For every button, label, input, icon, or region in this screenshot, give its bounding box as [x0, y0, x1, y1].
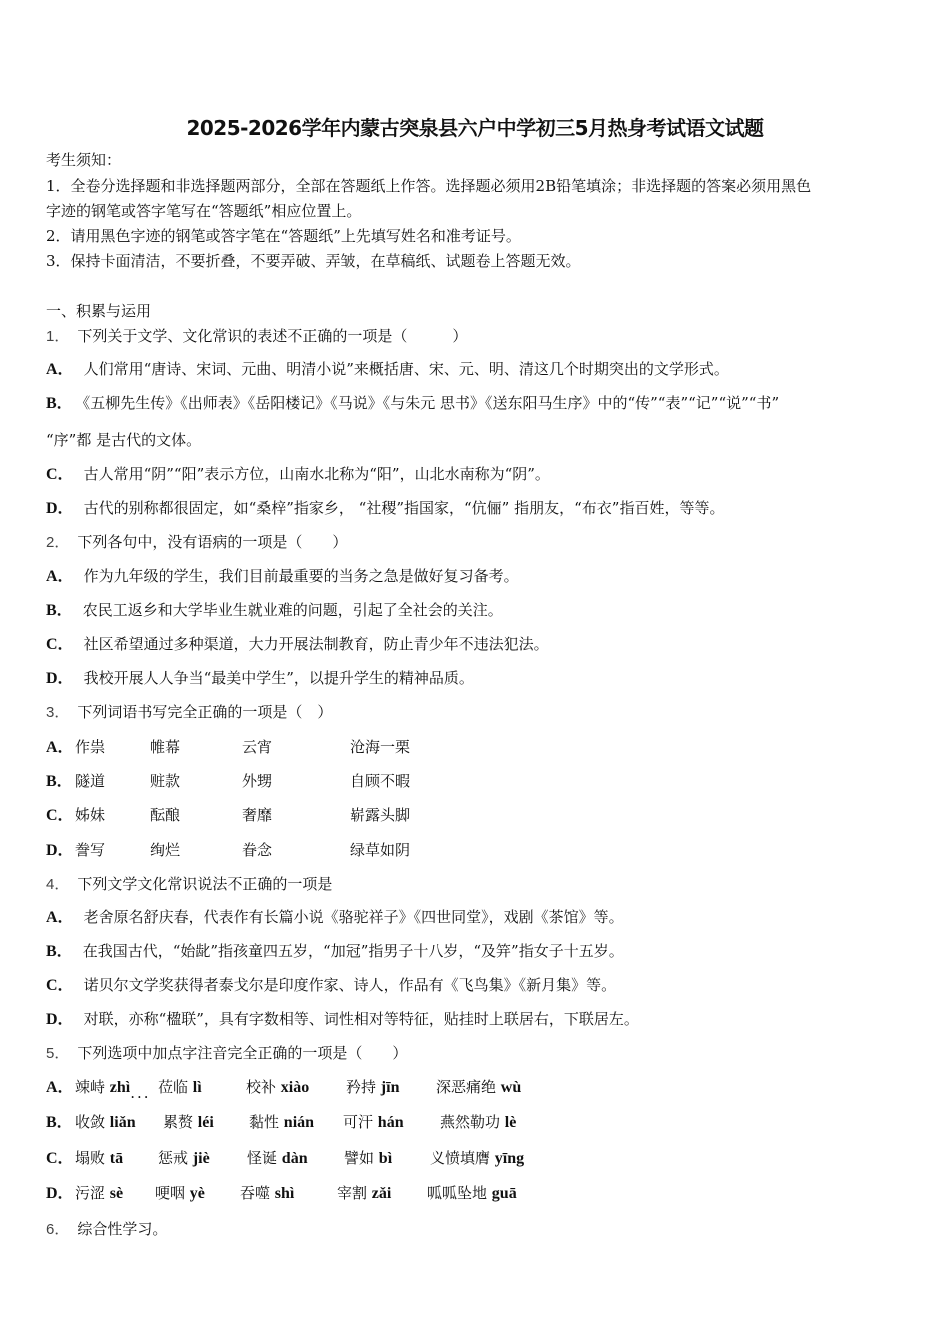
question-number: 6．	[46, 1221, 70, 1238]
option-label: D．	[46, 1185, 74, 1202]
pinyin-item	[427, 1183, 517, 1204]
option-word: 自顾不暇	[350, 772, 411, 790]
option-label: B．	[46, 943, 73, 960]
option-word: 云宵	[242, 738, 273, 756]
option-word: 帷幕	[150, 738, 181, 756]
option-label: C．	[46, 977, 74, 994]
option-label: C．	[46, 636, 74, 653]
option-label: A．	[46, 361, 74, 378]
option-a	[46, 359, 729, 380]
pinyin-item	[75, 1183, 123, 1204]
option-word: 崭露头脚	[350, 806, 411, 824]
question-text: 下列各句中，没有语病的一项是（ ）	[77, 533, 348, 551]
question-stem	[46, 532, 347, 553]
item-pinyin: léi	[197, 1114, 214, 1131]
option-label: C．	[46, 807, 74, 824]
option-label: B．	[46, 1114, 73, 1131]
option-word: 隧道	[75, 772, 106, 790]
pinyin-item	[155, 1183, 205, 1204]
option-label: D．	[46, 670, 74, 687]
notice-line: 2．请用黑色字迹的钢笔或答字笔在“答题纸”上先填写姓名和准考证号。	[46, 227, 521, 245]
option-word: 奢靡	[242, 806, 273, 824]
question-number: 5．	[46, 1045, 70, 1062]
question-text: 下列关于文学、文化常识的表述不正确的一项是（ ）	[77, 327, 468, 345]
pinyin-item	[240, 1183, 294, 1204]
option-word: 作祟	[75, 738, 106, 756]
option-label: C．	[46, 466, 74, 483]
pinyin-item	[75, 1077, 151, 1102]
question-stem	[46, 326, 467, 347]
option-d	[46, 840, 411, 861]
item-word: 累赘	[163, 1113, 194, 1131]
item-pinyin: jīn	[380, 1079, 400, 1096]
option-d	[46, 1183, 517, 1204]
item-word: 污涩	[75, 1184, 106, 1202]
item-pinyin: shì	[274, 1185, 295, 1202]
option-label: A．	[46, 568, 74, 585]
question-stem	[46, 1043, 407, 1064]
question-stem	[46, 874, 332, 895]
item-pinyin: tā	[109, 1150, 124, 1167]
item-word: 塌败	[75, 1149, 106, 1167]
option-label: A．	[46, 739, 74, 756]
option-c	[46, 1148, 525, 1169]
question-number: 1．	[46, 328, 70, 345]
item-word: 呱呱坠地	[427, 1184, 488, 1202]
option-word: 外甥	[242, 772, 273, 790]
option-label: B．	[46, 773, 73, 790]
option-text: 古人常用“阴”“阳”表示方位，山南水北称为“阳”，山北水南称为“阴”。	[83, 465, 550, 483]
question-text: 下列选项中加点字注音完全正确的一项是（ ）	[77, 1044, 408, 1062]
item-word: 义愤填膺	[430, 1149, 491, 1167]
item-word: 校补	[246, 1078, 277, 1096]
option-label: A．	[46, 1079, 74, 1096]
item-pinyin: nián	[283, 1114, 315, 1131]
item-word: 收敛	[75, 1113, 106, 1131]
question-text: 下列词语书写完全正确的一项是（ ）	[77, 703, 333, 721]
pinyin-item	[75, 1148, 123, 1169]
pinyin-item	[337, 1183, 391, 1204]
option-text: 《五柳先生传》《出师表》《岳阳楼记》《马说》《与朱元 思书》《送东阳马生序》中的“传”“表”“记”“说”“书”	[82, 394, 780, 412]
option-a	[46, 1077, 522, 1102]
notice-heading: 考生须知：	[46, 151, 122, 169]
option-c	[46, 975, 616, 996]
option-text: 对联，亦称“楹联”，具有字数相等、词性相对等特征，贴挂时上联居右，下联居左。	[83, 1010, 639, 1028]
pinyin-item	[440, 1112, 516, 1133]
pinyin-item	[430, 1148, 524, 1169]
option-text: 在我国古代，“始龀”指孩童四五岁，“加冠”指男子十八岁，“及笄”指女子十五岁。	[82, 942, 624, 960]
option-c	[46, 634, 549, 655]
item-pinyin: wù	[500, 1079, 522, 1096]
item-word: 宰割	[337, 1184, 368, 1202]
item-word: 莅临	[158, 1078, 189, 1096]
item-word: 譬如	[344, 1149, 375, 1167]
item-pinyin: sè	[109, 1185, 124, 1202]
option-b	[46, 600, 503, 621]
option-label: A．	[46, 909, 74, 926]
pinyin-item	[163, 1112, 214, 1133]
question-stem	[46, 1219, 167, 1240]
option-b	[46, 393, 779, 414]
option-word: 绿草如阴	[350, 841, 411, 859]
option-text: 老舍原名舒庆春，代表作有长篇小说《骆驼祥子》《四世同堂》，戏剧《茶馆》等。	[83, 908, 624, 926]
option-label: B．	[46, 395, 73, 412]
item-word: 黏性	[249, 1113, 280, 1131]
option-label: D．	[46, 1011, 74, 1028]
item-word: 哽咽	[155, 1184, 186, 1202]
option-c	[46, 805, 411, 826]
option-text: 我校开展人人争当“最美中学生”，以提升学生的精神品质。	[83, 669, 474, 687]
item-pinyin: xiào	[280, 1079, 310, 1096]
question-number: 3．	[46, 704, 70, 721]
pinyin-item	[75, 1112, 136, 1133]
option-a	[46, 907, 624, 928]
option-text: 社区希望通过多种渠道，大力开展法制教育，防止青少年不违法犯法。	[83, 635, 549, 653]
option-b	[46, 1112, 517, 1133]
notice-line: 字迹的钢笔或答字笔写在“答题纸”相应位置上。	[46, 202, 362, 220]
option-text: 人们常用“唐诗、宋词、元曲、明清小说”来概括唐、宋、元、明、清这几个时期突出的文学形式。	[83, 360, 729, 378]
emphasis-dots: ...	[130, 1084, 151, 1102]
item-pinyin: yè	[189, 1185, 205, 1202]
option-continuation: “序”都 是古代的文体。	[46, 431, 202, 449]
pinyin-item	[346, 1077, 399, 1098]
question-number: 4．	[46, 876, 70, 893]
item-word: 惩戒	[158, 1149, 189, 1167]
option-d	[46, 1009, 639, 1030]
option-label: D．	[46, 842, 74, 859]
option-b	[46, 771, 411, 792]
option-word: 酝酿	[150, 806, 181, 824]
option-word: 誊写	[75, 841, 106, 859]
option-word: 姊妹	[75, 806, 106, 824]
item-word: 可汗	[343, 1113, 374, 1131]
option-word: 绚烂	[150, 841, 181, 859]
pinyin-item	[247, 1148, 308, 1169]
option-word: 眷念	[242, 841, 273, 859]
option-word: 沧海一栗	[350, 738, 411, 756]
item-word: 矜持	[346, 1078, 377, 1096]
option-a	[46, 737, 411, 758]
item-pinyin: dàn	[281, 1150, 308, 1167]
item-pinyin: lè	[504, 1114, 517, 1131]
item-word: 竦峙	[75, 1078, 106, 1096]
option-text: 作为九年级的学生，我们目前最重要的当务之急是做好复习备考。	[83, 567, 519, 585]
item-pinyin: lì	[192, 1079, 202, 1096]
item-pinyin: guā	[491, 1185, 517, 1202]
option-b	[46, 941, 624, 962]
question-text: 下列文学文化常识说法不正确的一项是	[77, 875, 333, 893]
option-d	[46, 668, 474, 689]
pinyin-item	[343, 1112, 404, 1133]
option-label: B．	[46, 602, 73, 619]
item-word: 燕然勒功	[440, 1113, 501, 1131]
section-heading: 一、积累与运用	[46, 302, 152, 320]
question-text: 综合性学习。	[77, 1220, 168, 1238]
pinyin-item	[436, 1077, 521, 1098]
item-pinyin: liǎn	[109, 1114, 136, 1131]
item-pinyin: yīng	[494, 1150, 525, 1167]
option-word: 赃款	[150, 772, 181, 790]
option-a	[46, 566, 519, 587]
question-stem	[46, 702, 332, 723]
notice-line: 1．全卷分选择题和非选择题两部分，全部在答题纸上作答。选择题必须用2B铅笔填涂；非选择题的答案必须用黑色	[46, 177, 812, 195]
item-pinyin: bì	[378, 1150, 393, 1167]
pinyin-item	[158, 1148, 210, 1169]
pinyin-item	[246, 1077, 309, 1098]
pinyin-item	[158, 1077, 202, 1098]
pinyin-item	[249, 1112, 314, 1133]
page-title: 2025-2026学年内蒙古突泉县六户中学初三5月热身考试语文试题	[186, 116, 764, 140]
item-word: 怪诞	[247, 1149, 278, 1167]
item-pinyin: zhì	[109, 1079, 131, 1096]
item-word: 深恶痛绝	[436, 1078, 497, 1096]
option-text: 古代的别称都很固定，如“桑梓”指家乡， “社稷”指国家，“伉俪” 指朋友，“布衣”指百姓，等等。	[83, 499, 725, 517]
item-pinyin: zǎi	[371, 1185, 392, 1202]
item-pinyin: jiè	[192, 1150, 210, 1167]
question-number: 2．	[46, 534, 70, 551]
option-text: 诺贝尔文学奖获得者泰戈尔是印度作家、诗人，作品有《飞鸟集》《新月集》等。	[83, 976, 617, 994]
item-pinyin: hán	[377, 1114, 404, 1131]
option-d	[46, 498, 724, 519]
option-label: D．	[46, 500, 74, 517]
notice-line: 3．保持卡面清洁，不要折叠，不要弄破、弄皱，在草稿纸、试题卷上答题无效。	[46, 252, 581, 270]
option-text: 农民工返乡和大学毕业生就业难的问题，引起了全社会的关注。	[82, 601, 503, 619]
pinyin-item	[344, 1148, 392, 1169]
option-c	[46, 464, 550, 485]
option-label: C．	[46, 1150, 74, 1167]
item-word: 吞噬	[240, 1184, 271, 1202]
